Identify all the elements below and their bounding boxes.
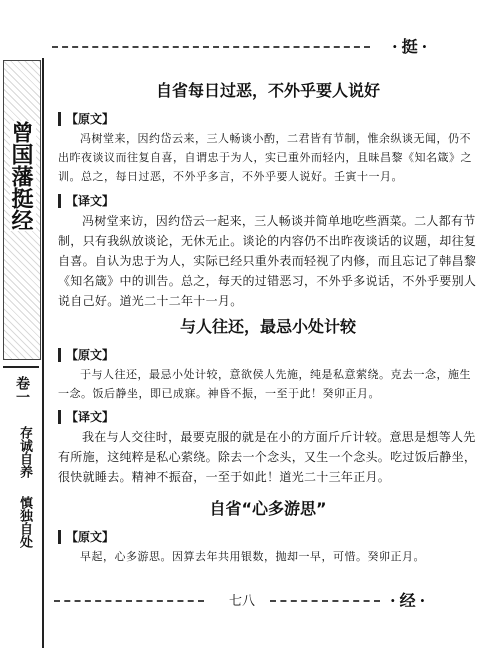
volume-subtitle-2: 慎独自处	[17, 496, 32, 548]
original-text: 于与人往还，最忌小处计较，意欲侯人先施，纯是私意萦绕。克去一念，施生一念。饭后静坐，即已成寐。神昏不振，一至于此！癸卯正月。	[58, 368, 471, 400]
section-2	[58, 314, 478, 337]
header-rule	[52, 46, 370, 48]
header-marker: ·挺·	[392, 37, 432, 56]
footer-rule-right	[270, 600, 380, 602]
volume-box	[3, 366, 39, 638]
section-3	[58, 496, 478, 519]
original-label: 【 原文 】	[58, 530, 114, 544]
translation-label: 【 译文 】	[58, 194, 114, 208]
original-label: 【 原文 】	[58, 348, 114, 362]
translation-label: 【 译文 】	[58, 410, 114, 424]
section-title: 自省“心多游思”	[209, 499, 327, 518]
section-1-translation	[58, 190, 478, 311]
section-title: 自省每日过恶，不外乎要人说好	[155, 81, 380, 100]
translation-text: 冯树堂来访，因约岱云一起来，三人畅谈并简单地吃些酒菜。二人都有节制，只有我纵放谈论，无休无止。谈论的内容仍不出昨夜谈话的议题，却往复自喜。自认为忠于为人，实际已经只重外表而轻视了内修，而且忘记了韩昌黎《知名箴》中的训告。总之，每天的过错恶习，不外乎多说话，不外乎要别人说自己好。道光二十二年十一月。	[58, 214, 477, 308]
section-2-original	[58, 344, 478, 403]
volume-label: 卷一	[14, 376, 30, 404]
section-1-original	[58, 108, 478, 186]
original-text: 冯树堂来，因约岱云来，三人畅谈小酌，二君皆有节制，惟余纵谈无闻，仍不出昨夜谈议而往复自喜，自谓忠于为人，实已重外而轻内，且昧昌黎《知名箴》之训。总之，每日过恶，不外乎多言，不外乎要人说好。壬寅十一月。	[58, 132, 472, 183]
section-title: 与人往还，最忌小处计较	[179, 317, 356, 336]
sidebar	[0, 58, 44, 648]
section-1	[58, 78, 478, 101]
footer-marker: ·经·	[390, 591, 430, 610]
page-number: 七八	[228, 594, 255, 609]
book-title-box	[3, 60, 41, 360]
original-label: 【 原文 】	[58, 112, 114, 126]
section-2-translation	[58, 406, 478, 487]
translation-text: 我在与人交往时，最要克服的就是在小的方面斤斤计较。意思是想等人先有所施，这纯粹是私心萦绕。除去一个念头，又生一个念头。吃过饭后静坐，很快就睡去。精神不振奋，一至于如此！道光二十三年正月。	[58, 430, 477, 484]
volume-subtitle-1: 存诚自养	[17, 426, 32, 478]
footer-rule-left	[54, 600, 204, 602]
original-text: 早起，心多游思。因算去年共用银数，抛却一早，可惜。癸卯正月。	[80, 550, 425, 563]
book-title: 曾国藩挺经	[8, 121, 34, 231]
section-3-original	[58, 526, 478, 566]
